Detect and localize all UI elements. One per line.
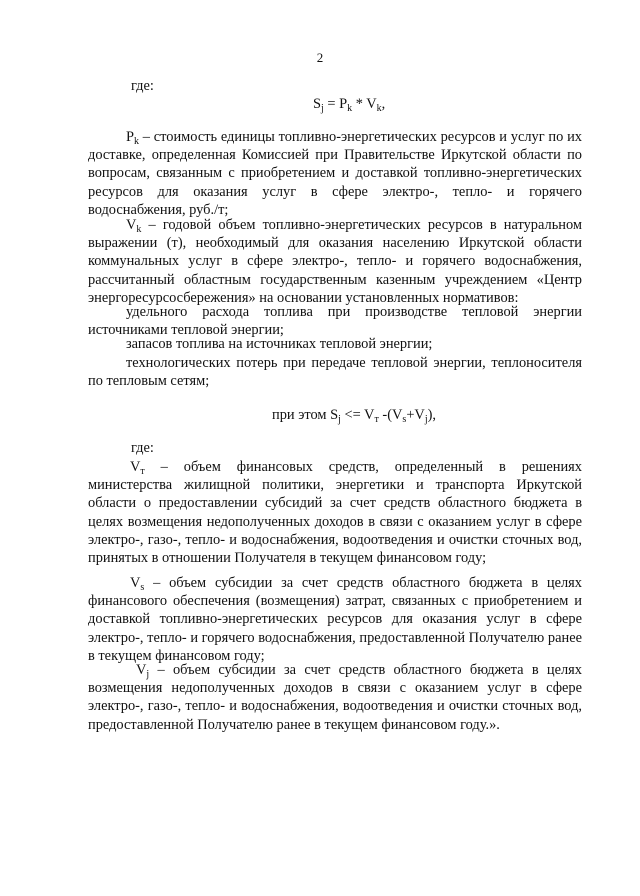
norm-item-3: технологических потерь при передаче тепловой энергии, теплоносителя по тепловым сетям; — [88, 355, 582, 390]
definition-vj: $V_j$ – объем субсидии за счет средств областного бюджета в целях возмещения недополученных доходов в связи с оказанием услуг в сфере электро-, газо-, тепло- и водоснабжения, водоотведения и очистки сточных вод, предоставленной Получателю ранее в текущем финансовом году.». — [88, 662, 582, 733]
symbol-vk: $V_k$ — [126, 217, 142, 235]
definition-vk: $V_k$ – годовой объем топливно-энергетических ресурсов в натуральном выражении (т), необходимый для оказания населению Иркутской области коммунальных услуг в сфере электро-, тепло- и горячего водоснабжения, рассчитанный областным государственным казенным учреждением «Центр энергоресурсосбережения» на основании установленных нормативов: — [88, 217, 582, 306]
symbol-vs: $V_s$ — [130, 575, 145, 593]
norm-item-2: запасов топлива на источниках тепловой энергии; — [126, 336, 433, 352]
symbol-vj: $V_j$ — [136, 662, 150, 680]
definition-pk: $P_k$ – стоимость единицы топливно-энергетических ресурсов и услуг по их доставке, определенная Комиссией при Правительстве Иркутской области по вопросам, связанным с приобретением и доставкой топливно-энергетических ресурсов для оказания услуг в сфере электро-, тепло- и горячего водоснабжения, руб./т; — [88, 129, 582, 218]
where-label-1: где: — [131, 78, 154, 94]
definition-vt: $V_т$ – объем финансовых средств, определенный в решениях министерства жилищной политики, энергетики и транспорта Иркутской области о предоставлении субсидий за счет средств областного бюджета в целях возмещения недополученных доходов в связи с оказанием услуг в сфере электро-, газо-, тепло- и водоснабжения, водоотведения и очистки сточных вод, принятых в отношении Получателя в текущем финансовом году; — [88, 459, 582, 567]
formula-sj: $S_j = P_k * V_k$, — [313, 96, 386, 114]
definition-vs: $V_s$ – объем субсидии за счет средств областного бюджета в целях финансового обеспечения (возмещения) затрат, связанных с приобретением и доставкой топливно-энергетических ресурсов для оказания услуг в сфере электро-, тепло- и горячего водоснабжения, предоставленной Получателю ранее в текущем финансовом году; — [88, 575, 582, 664]
page-number: 2 — [316, 50, 324, 65]
symbol-vt: $V_т$ — [130, 459, 145, 477]
norm-item-1: удельного расхода топлива при производстве тепловой энергии источниками тепловой энергии; — [88, 304, 582, 339]
where-label-2: где: — [131, 440, 154, 456]
formula-constraint: при этом $S_j <= V_т$ $-(V_s+V_j)$, — [272, 407, 436, 425]
symbol-pk: $P_k$ — [126, 129, 140, 147]
